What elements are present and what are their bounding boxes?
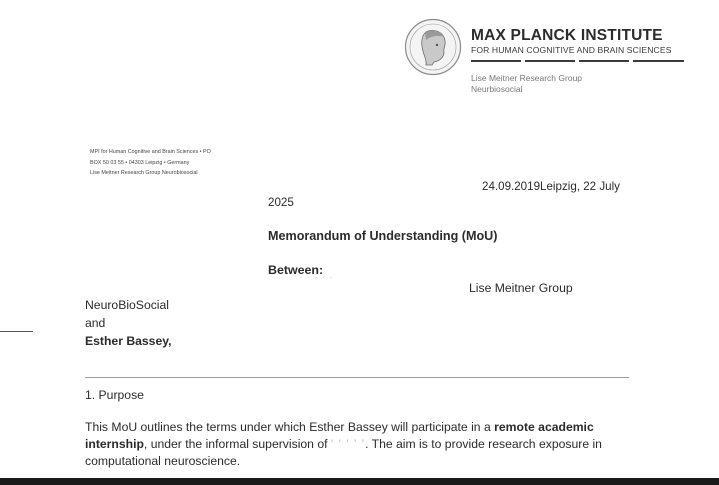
party-one-group: Lise Meitner Group xyxy=(469,281,573,295)
purpose-emphasis: remote academic internship xyxy=(85,420,594,451)
logo-rule-segment xyxy=(579,60,629,62)
party-one-unit: NeuroBioSocial xyxy=(85,298,170,312)
purpose-text: , under the informal supervision of xyxy=(143,437,331,451)
purpose-text: . The aim is to provide research exposure in computational neuroscience. xyxy=(85,437,602,468)
section-divider xyxy=(85,377,629,378)
year: 2025 xyxy=(268,196,294,209)
purpose-paragraph xyxy=(85,419,633,470)
sender-address-line: MPI for Human Cognitive and Brain Sciences • PO xyxy=(90,149,211,155)
logo-rule-segment xyxy=(525,60,575,62)
section-heading: 1. Purpose xyxy=(85,388,144,402)
institute-subtitle: FOR HUMAN COGNITIVE AND BRAIN SCIENCES xyxy=(471,45,672,55)
document-title: Memorandum of Understanding (MoU) xyxy=(268,229,498,243)
sender-address-line: BOX 50 03 55 • 04303 Leipzig • Germany xyxy=(90,160,190,166)
logo-rule-segment xyxy=(633,60,684,62)
bottom-edge-band xyxy=(0,478,719,485)
date-line: 24.09.2019Leipzig, 22 July xyxy=(482,180,620,193)
and-label: and xyxy=(85,316,106,330)
redacted-text: ˙ ˙ ˙ ˙ ˙ xyxy=(300,276,334,286)
minerva-seal-logo xyxy=(404,18,462,76)
purpose-text: This MoU outlines the terms under which Esther Bassey will participate in a xyxy=(85,420,495,434)
left-margin-rule xyxy=(0,331,33,332)
sender-address-line: Lise Meitner Research Group Neurobiosocial xyxy=(90,170,198,176)
group-name: Lise Meitner Research Group xyxy=(471,73,583,83)
group-unit: Neurbiosocial xyxy=(471,84,523,94)
between-label: Between: xyxy=(268,263,324,277)
logo-rule-segment xyxy=(471,60,521,62)
institute-name: MAX PLANCK INSTITUTE xyxy=(471,27,663,44)
redacted-supervisor: ' ' ' ' ' xyxy=(330,437,366,451)
party-two-name: Esther Bassey, xyxy=(85,334,172,348)
